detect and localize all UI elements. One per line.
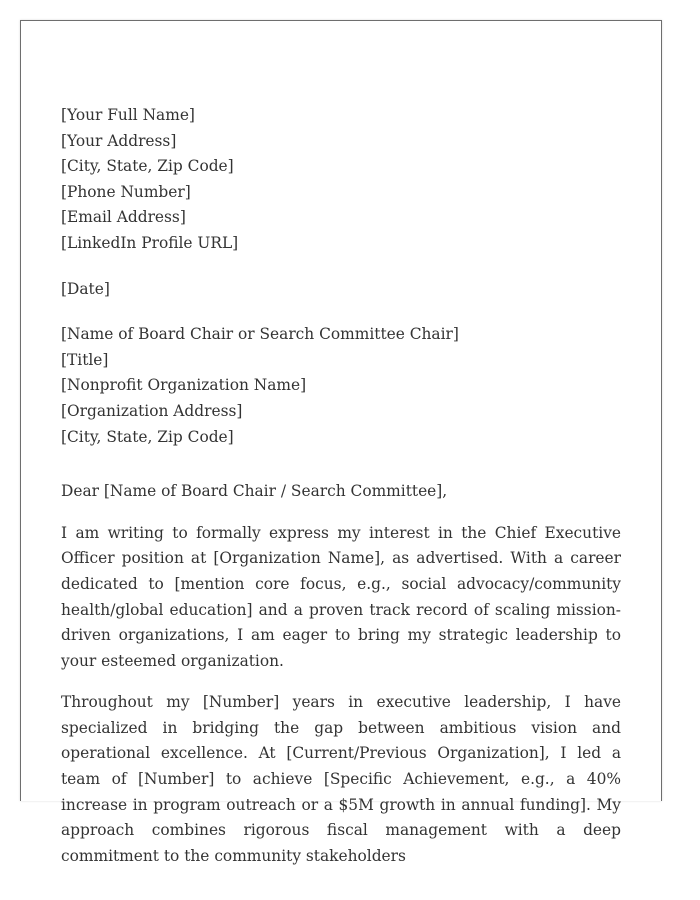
sender-linkedin: [LinkedIn Profile URL]: [61, 233, 239, 252]
sender-address: [Your Address]: [61, 131, 177, 150]
letter-body: [61, 103, 621, 885]
letter-date: [Date]: [61, 279, 110, 298]
date-block: [61, 277, 621, 303]
sender-name: [Your Full Name]: [61, 106, 195, 124]
recipient-city-state-zip: [City, State, Zip Code]: [61, 427, 234, 446]
recipient-address: [Organization Address]: [61, 401, 243, 420]
sender-phone: [Phone Number]: [61, 182, 191, 201]
sender-block: [61, 103, 621, 257]
sender-city-state-zip: [City, State, Zip Code]: [61, 157, 234, 176]
recipient-name: [Name of Board Chair or Search Committee Chair]: [61, 325, 459, 344]
sender-email: [Email Address]: [61, 208, 186, 227]
body-paragraph-1: I am writing to formally express my interest in the Chief Executive Officer position at [Organization Name], as advertised. With a career dedicated to [mention core focus, e.g., social advocacy/community health/global education] and a proven track record of scaling mission-driven organizations, I am eager to bring my strategic leadership to your esteemed organization.: [61, 523, 621, 670]
salutation: Dear [Name of Board Chair / Search Committee],: [61, 482, 448, 501]
recipient-block: [61, 322, 621, 450]
body-paragraph-2: Throughout my [Number] years in executive leadership, I have specialized in bridging the gap between ambitious vision and operational excellence. At [Current/Previous Organization], I led a team of [Number] to achieve [Specific Achievement, e.g., a 40% increase in program outreach or a $5M growth in annual funding]. My approach combines rigorous fiscal management with a deep commitment to the community stakeholders: [61, 693, 621, 865]
recipient-title: [Title]: [61, 350, 109, 369]
letter-page: [20, 20, 662, 865]
recipient-organization: [Nonprofit Organization Name]: [61, 376, 307, 395]
